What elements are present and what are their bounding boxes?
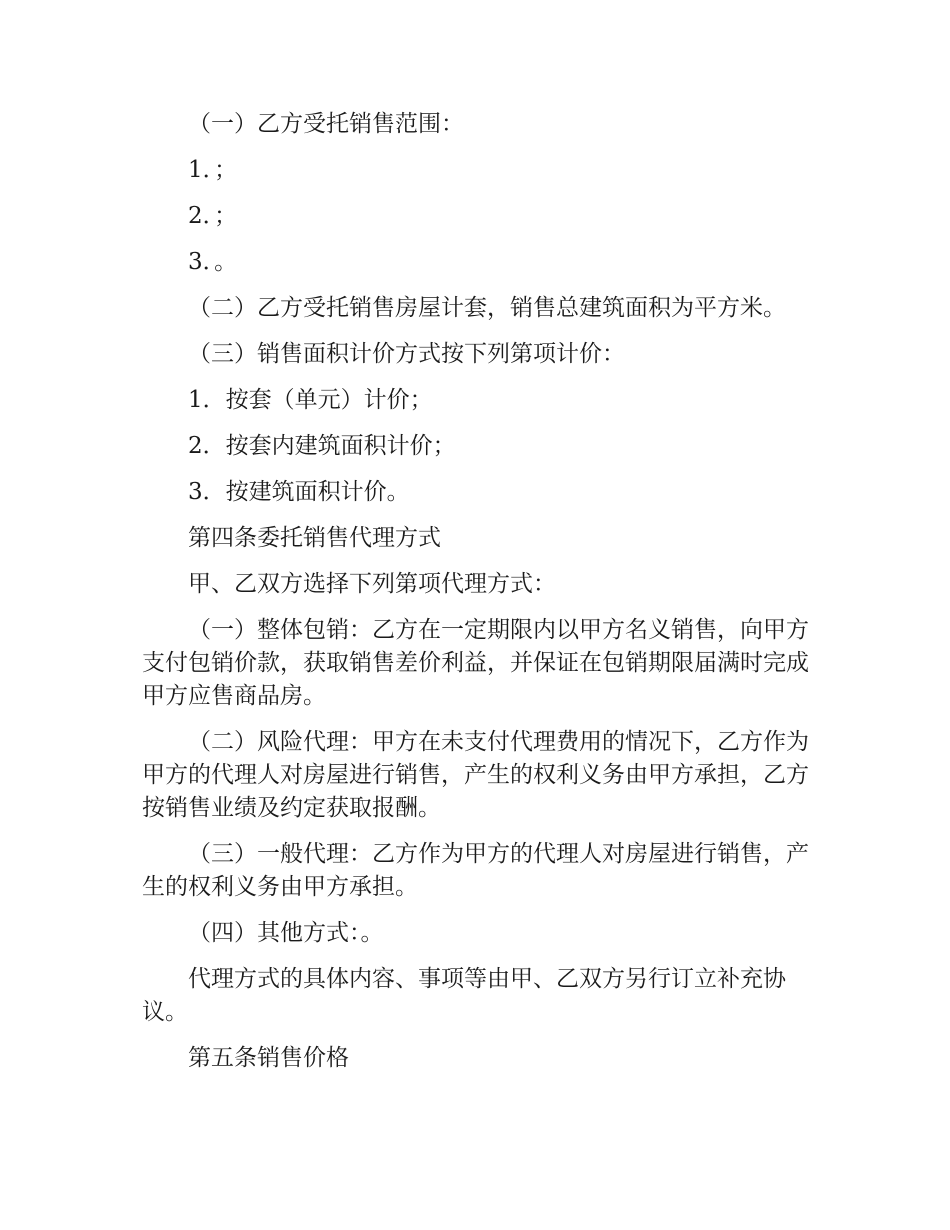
document-body	[142, 108, 817, 1088]
paragraph-agency-general: （三）一般代理：乙方作为甲方的代理人对房屋进行销售，产生的权利义务由甲方承担。	[142, 841, 809, 900]
paragraph-pricing-item-1: 1．按套（单元）计价；	[188, 387, 433, 413]
paragraph-pricing-method-heading: （三）销售面积计价方式按下列第项计价：	[188, 341, 625, 367]
paragraph-agency-risk: （二）风险代理：甲方在未支付代理费用的情况下，乙方作为甲方的代理人对房屋进行销售，产生的权利义务由甲方承担，乙方按销售业绩及约定获取报酬。	[142, 729, 809, 821]
paragraph-agency-other: （四）其他方式：。	[188, 920, 384, 946]
paragraph-agency-full-package: （一）整体包销：乙方在一定期限内以甲方名义销售，向甲方支付包销价款，获取销售差价利益，并保证在包销期限届满时完成甲方应售商品房。	[142, 617, 809, 709]
paragraph-sales-scope-heading: （一）乙方受托销售范围：	[188, 111, 464, 137]
paragraph-scope-item-1: 1．；	[188, 157, 238, 183]
paragraph-pricing-item-2: 2．按套内建筑面积计价；	[188, 433, 456, 459]
article-5-heading: 第五条销售价格	[188, 1045, 349, 1071]
paragraph-pricing-item-3: 3．按建筑面积计价。	[188, 479, 410, 505]
paragraph-scope-item-2: 2．；	[188, 203, 238, 229]
paragraph-units-and-area: （二）乙方受托销售房屋计套，销售总建筑面积为平方米。	[188, 295, 786, 321]
paragraph-supplementary-agreement: 代理方式的具体内容、事项等由甲、乙双方另行订立补充协议。	[142, 966, 786, 1025]
paragraph-agency-method-choice: 甲、乙双方选择下列第项代理方式：	[188, 571, 556, 597]
article-4-heading: 第四条委托销售代理方式	[188, 525, 441, 551]
paragraph-scope-item-3: 3．。	[188, 249, 238, 275]
